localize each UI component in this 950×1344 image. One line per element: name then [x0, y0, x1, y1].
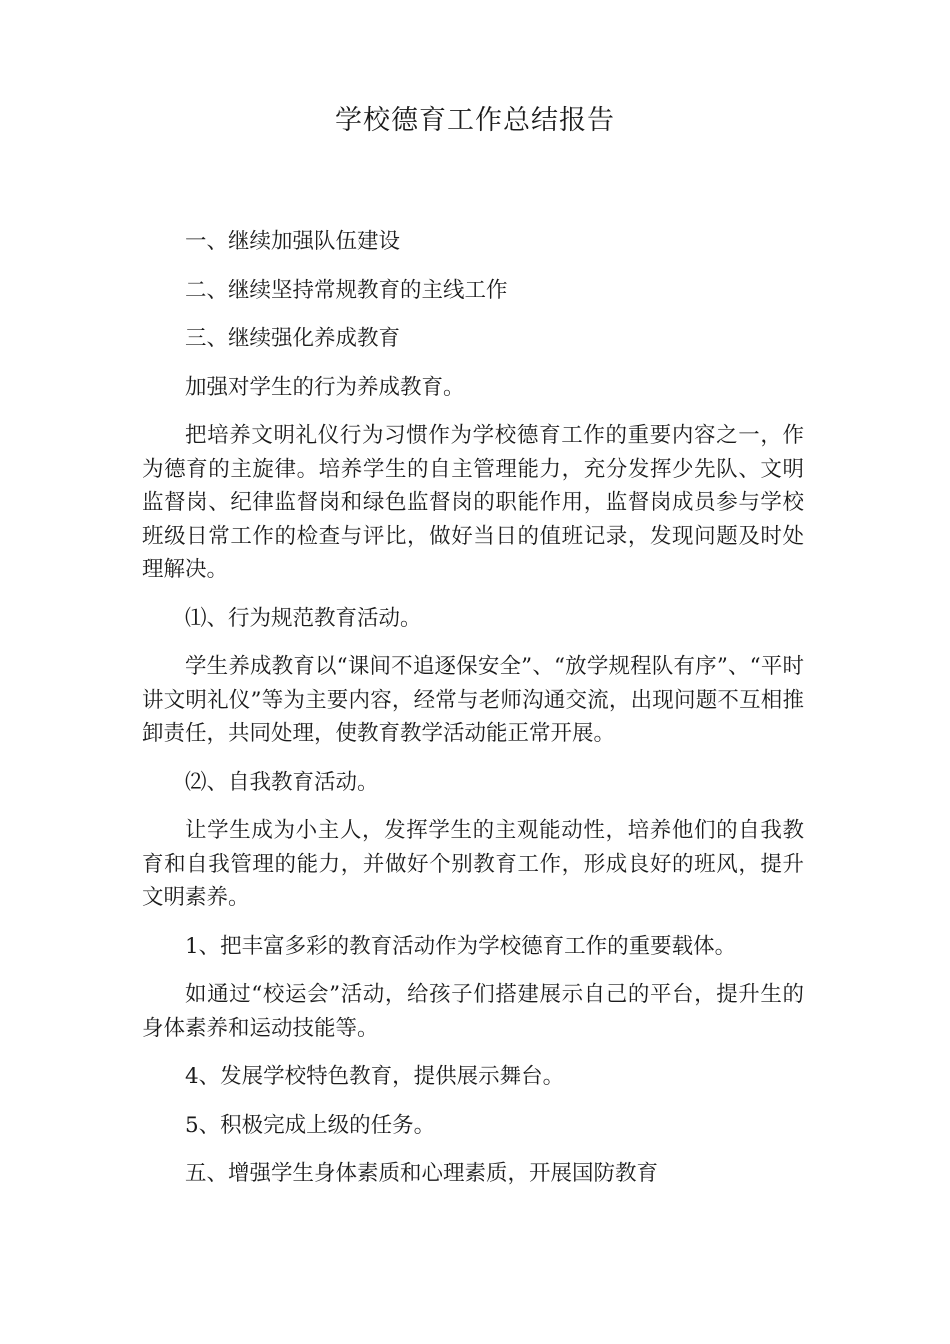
- list-item: 1、把丰富多彩的教育活动作为学校德育工作的重要载体。: [185, 933, 737, 959]
- section-heading-5: 五、增强学生身体素质和心理素质，开展国防教育: [185, 1161, 659, 1186]
- section-heading-2: 二、继续坚持常规教育的主线工作: [185, 277, 508, 303]
- body-paragraph: 如通过“校运会”活动，给孩子们搭建展示自己的平台，提升生的身体素养和运动技能等。: [142, 982, 804, 1041]
- body-paragraph: 把培养文明礼仪行为习惯作为学校德育工作的重要内容之一，作为德育的主旋律。培养学生的自主管理能力，充分发挥少先队、文明监督岗、纪律监督岗和绿色监督岗的职能作用，监督岗成员参与学校班级日常工作的检查与评比，做好当日的值班记录，发现问题及时处理解决。: [142, 423, 804, 582]
- subsection-heading: ⑵、自我教育活动。: [185, 769, 379, 795]
- list-item: 4、发展学校特色教育，提供展示舞台。: [185, 1064, 565, 1089]
- section-heading-1: 一、继续加强队伍建设: [185, 229, 401, 254]
- body-paragraph: 让学生成为小主人，发挥学生的主观能动性，培养他们的自我教育和自我管理的能力，并做好个别教育工作，形成良好的班风，提升文明素养。: [142, 818, 804, 910]
- list-item: 5、积极完成上级的任务。: [185, 1112, 436, 1138]
- body-paragraph: 加强对学生的行为养成教育。: [185, 374, 465, 400]
- subsection-heading: ⑴、行为规范教育活动。: [185, 605, 422, 631]
- document-body: [142, 225, 804, 1206]
- section-heading-3: 三、继续强化养成教育: [185, 326, 401, 351]
- document-title: 学校德育工作总结报告: [335, 105, 615, 136]
- body-paragraph: 学生养成教育以“课间不追逐保安全”、“放学规程队有序”、“平时讲文明礼仪”等为主要内容，经常与老师沟通交流，出现问题不互相推卸责任，共同处理，使教育教学活动能正常开展。: [142, 654, 804, 746]
